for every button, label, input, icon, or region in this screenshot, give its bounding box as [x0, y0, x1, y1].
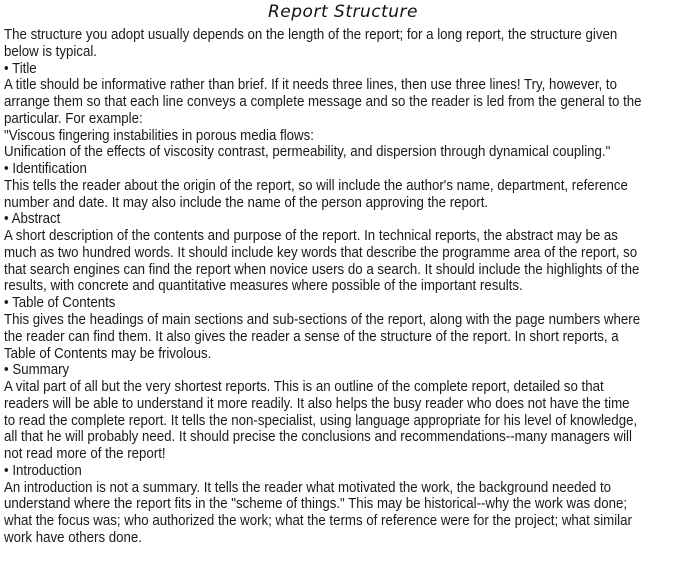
body-line: A vital part of all but the very shortest reports. This is an outline of the complete report, detailed so that [4, 378, 604, 396]
body-line: A title should be informative rather than brief. If it needs three lines, then use three lines! Try, however, to [4, 76, 617, 94]
section-heading-identification: • Identification [4, 160, 87, 178]
body-line: This gives the headings of main sections and sub-sections of the report, along with the page numbers where [4, 311, 641, 329]
body-line: Table of Contents may be frivolous. [4, 344, 212, 362]
body-line: work have others done. [4, 528, 143, 546]
section-heading-title: • Title [4, 59, 37, 77]
section-heading-table-of-contents: • Table of Contents [4, 294, 116, 312]
body-line: not read more of the report! [4, 445, 166, 463]
body-line: This tells the reader about the origin of the report, so will include the author's name, department, reference [4, 176, 628, 194]
body-line: "Viscous fingering instabilities in porous media flows: [4, 126, 314, 144]
body-line: readers will be able to understand it more readily. It also helps the busy reader who does not have the time [4, 394, 630, 412]
body-line: understand where the report fits in the "scheme of things." This may be historical--why the work was done; [4, 495, 628, 513]
body-line: number and date. It may also include the name of the person approving the report. [4, 193, 489, 211]
body-line: much as two hundred words. It should include key words that describe the programme area of the report, so [4, 243, 638, 261]
body-line: the reader can find them. It also gives the reader a sense of the structure of the report. In short reports, a [4, 327, 619, 345]
body-line: An introduction is not a summary. It tells the reader what motivated the work, the background needed to [4, 478, 612, 496]
section-heading-introduction: • Introduction [4, 461, 82, 479]
section-heading-abstract: • Abstract [4, 210, 61, 228]
section-heading-summary: • Summary [4, 361, 70, 379]
body-line: what the focus was; who authorized the work; what the terms of reference were for the project; what similar [4, 512, 632, 530]
document-body [4, 27, 686, 547]
intro-line: below is typical. [4, 42, 97, 60]
body-line: A short description of the contents and purpose of the report. In technical reports, the abstract may be as [4, 227, 618, 245]
body-line: all that he will probably need. It should precise the conclusions and recommendations--many managers will [4, 428, 632, 446]
page-title: Report Structure [268, 2, 418, 22]
body-line: results, with concrete and quantitative measures where possible of the important results. [4, 277, 523, 295]
body-line: that search engines can find the report when novice users do a search. It should include the highlights of the [4, 260, 640, 278]
body-line: particular. For example: [4, 109, 143, 127]
body-line: Unification of the effects of viscosity contrast, permeability, and dispersion through dynamical coupling." [4, 143, 611, 161]
body-line: arrange them so that each line conveys a complete message and so the reader is led from the general to the [4, 93, 642, 111]
body-line: to read the complete report. It tells the non-specialist, using language appropriate for his level of knowledge, [4, 411, 638, 429]
intro-line: The structure you adopt usually depends on the length of the report; for a long report, the structure given [4, 26, 618, 43]
